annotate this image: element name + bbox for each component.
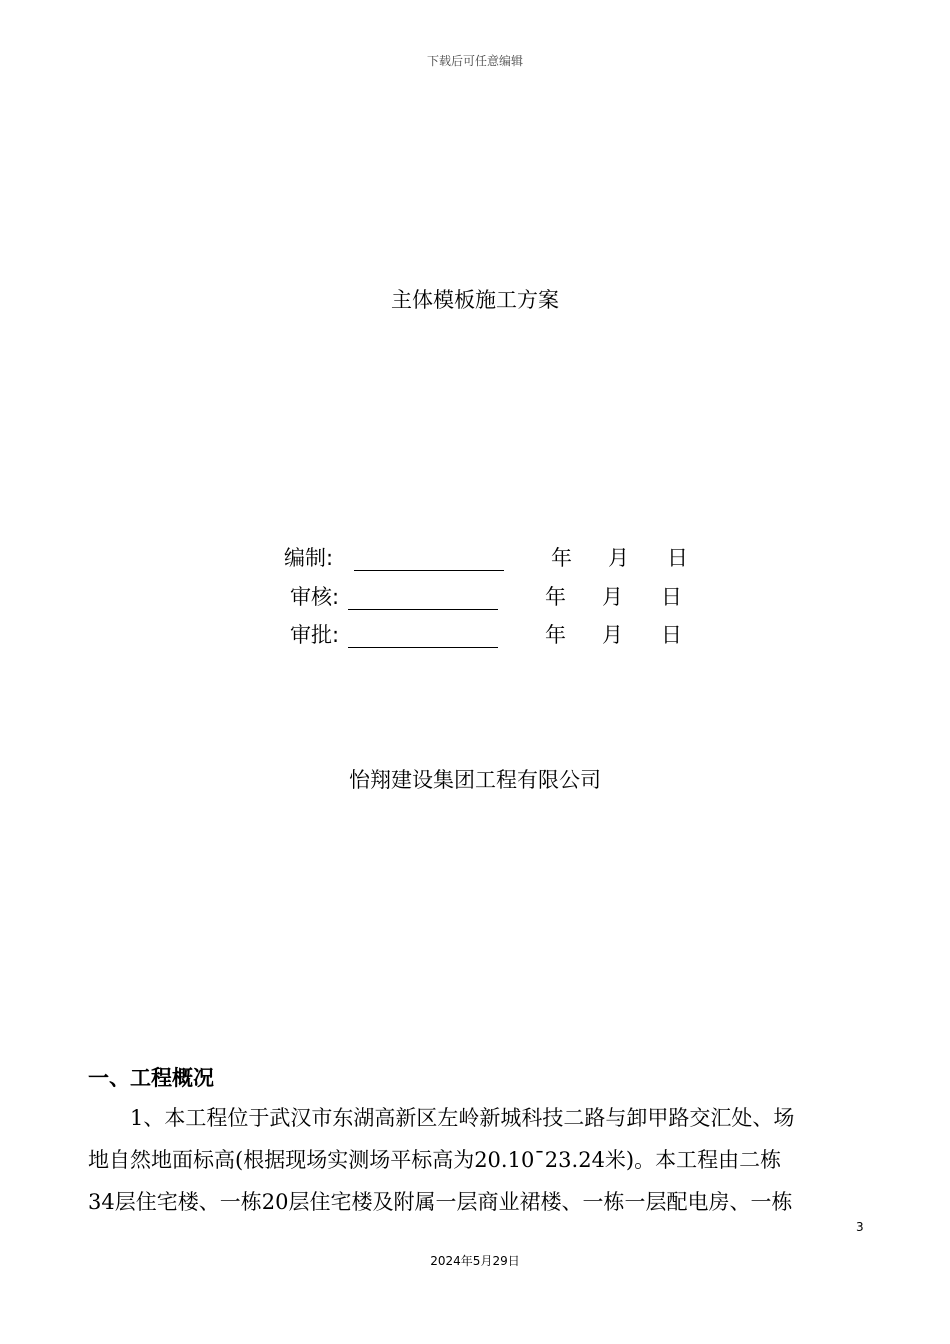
- header-note: 下载后可任意编辑: [426, 54, 523, 68]
- month-label: 月: [602, 623, 623, 647]
- day-label: 日: [661, 585, 682, 609]
- signature-line: [348, 609, 498, 610]
- page-number: 3: [856, 1220, 864, 1234]
- sign-label: 编制:: [284, 546, 334, 570]
- body-paragraph-line: 地自然地面标高(根据现场实测场平标高为20.10¯23.24米)。本工程由二栋: [88, 1148, 782, 1172]
- sign-label: 审批:: [290, 623, 340, 647]
- footer-date: 2024年5月29日: [430, 1254, 520, 1268]
- sign-label: 审核:: [290, 585, 340, 609]
- body-paragraph-line: 34层住宅楼、一栋20层住宅楼及附属一层商业裙楼、一栋一层配电房、一栋: [88, 1190, 793, 1214]
- year-label: 年: [545, 623, 566, 647]
- signature-line: [348, 647, 498, 648]
- month-label: 月: [608, 546, 629, 570]
- company-name: 怡翔建设集团工程有限公司: [349, 768, 601, 792]
- year-label: 年: [545, 585, 566, 609]
- document-title: 主体模板施工方案: [391, 288, 559, 312]
- section-heading: 一、工程概况: [88, 1066, 214, 1090]
- body-paragraph-line: 1、本工程位于武汉市东湖高新区左岭新城科技二路与卸甲路交汇处、场: [88, 1106, 795, 1130]
- sign-row-approve: [290, 620, 700, 650]
- sign-row-compile: [284, 543, 704, 573]
- sign-row-review: [290, 582, 700, 612]
- month-label: 月: [602, 585, 623, 609]
- day-label: 日: [661, 623, 682, 647]
- signature-line: [354, 570, 504, 571]
- day-label: 日: [667, 546, 688, 570]
- year-label: 年: [551, 546, 572, 570]
